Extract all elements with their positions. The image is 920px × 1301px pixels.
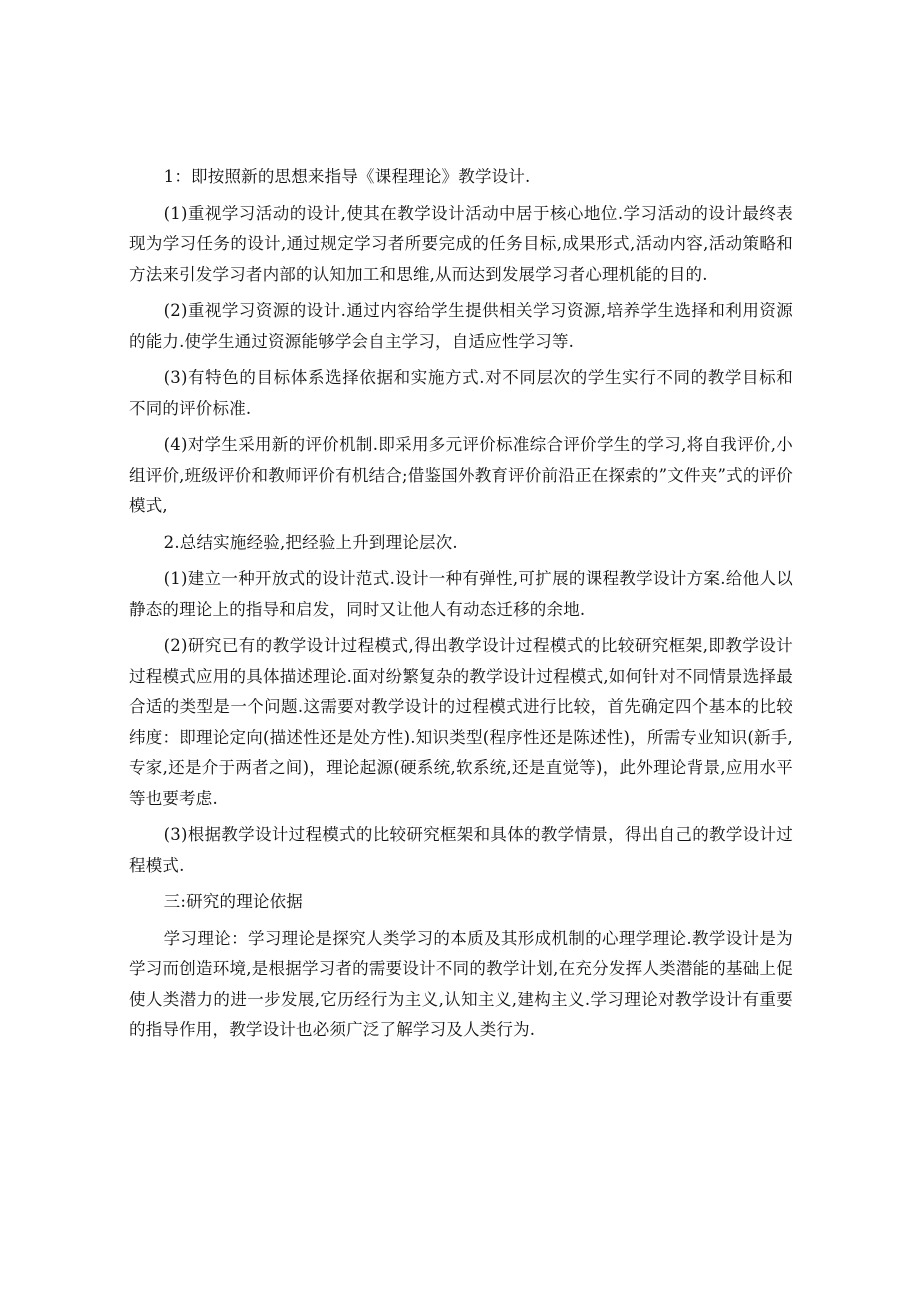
paragraph-5: (4)对学生采用新的评价机制.即采用多元评价标准综合评价学生的学习,将自我评价,小组评价,班级评价和教师评价有机结合;借鉴国外教育评价前沿正在探索的”文件夹”式的评价模式, [129,435,793,515]
section-heading: 三:研究的理论依据 [163,892,303,911]
paragraph-10: 学习理论：学习理论是探究人类学习的本质及其形成机制的心理学理论.教学设计是为学习而创造环境,是根据学习者的需要设计不同的教学计划,在充分发挥人类潜能的基础上促使人类潜力的进一步发展,它历经行为主义,认知主义,建构主义.学习理论对教学设计有重要的指导作用，教学设计也必须广泛了解学习及人类行为. [129,928,793,1039]
paragraph-9: (3)根据教学设计过程模式的比较研究框架和具体的教学情景，得出自己的教学设计过程模式. [129,825,793,875]
paragraph-6: 2.总结实施经验,把经验上升到理论层次. [163,532,458,552]
paragraph-7: (1)建立一种开放式的设计范式.设计一种有弹性,可扩展的课程教学设计方案.给他人以静态的理论上的指导和启发，同时又让他人有动态迁移的余地. [129,569,793,619]
document-body [129,162,793,1052]
paragraph-4: (3)有特色的目标体系选择依据和实施方式.对不同层次的学生实行不同的教学目标和不同的评价标准. [129,368,793,418]
paragraph-2: (1)重视学习活动的设计,使其在教学设计活动中居于核心地位.学习活动的设计最终表现为学习任务的设计,通过规定学习者所要完成的任务目标,成果形式,活动内容,活动策略和方法来引发学习者内部的认知加工和思维,从而达到发展学习者心理机能的目的. [129,203,793,284]
paragraph-3: (2)重视学习资源的设计.通过内容给学生提供相关学习资源,培养学生选择和利用资源的能力.使学生通过资源能够学会自主学习，自适应性学习等. [129,301,793,351]
paragraph-1: 1：即按照新的思想来指导《课程理论》教学设计. [163,167,531,186]
paragraph-8: (2)研究已有的教学设计过程模式,得出教学设计过程模式的比较研究框架,即教学设计过程模式应用的具体描述理论.面对纷繁复杂的教学设计过程模式,如何针对不同情景选择最合适的类型是一个问题.这需要对教学设计的过程模式进行比较，首先确定四个基本的比较纬度：即理论定向(描述性还是处方性).知识类型(程序性还是陈述性)，所需专业知识(新手,专家,还是介于两者之间)，理论起源(硬系统,软系统,还是直觉等)，此外理论背景,应用水平等也要考虑. [129,636,793,808]
